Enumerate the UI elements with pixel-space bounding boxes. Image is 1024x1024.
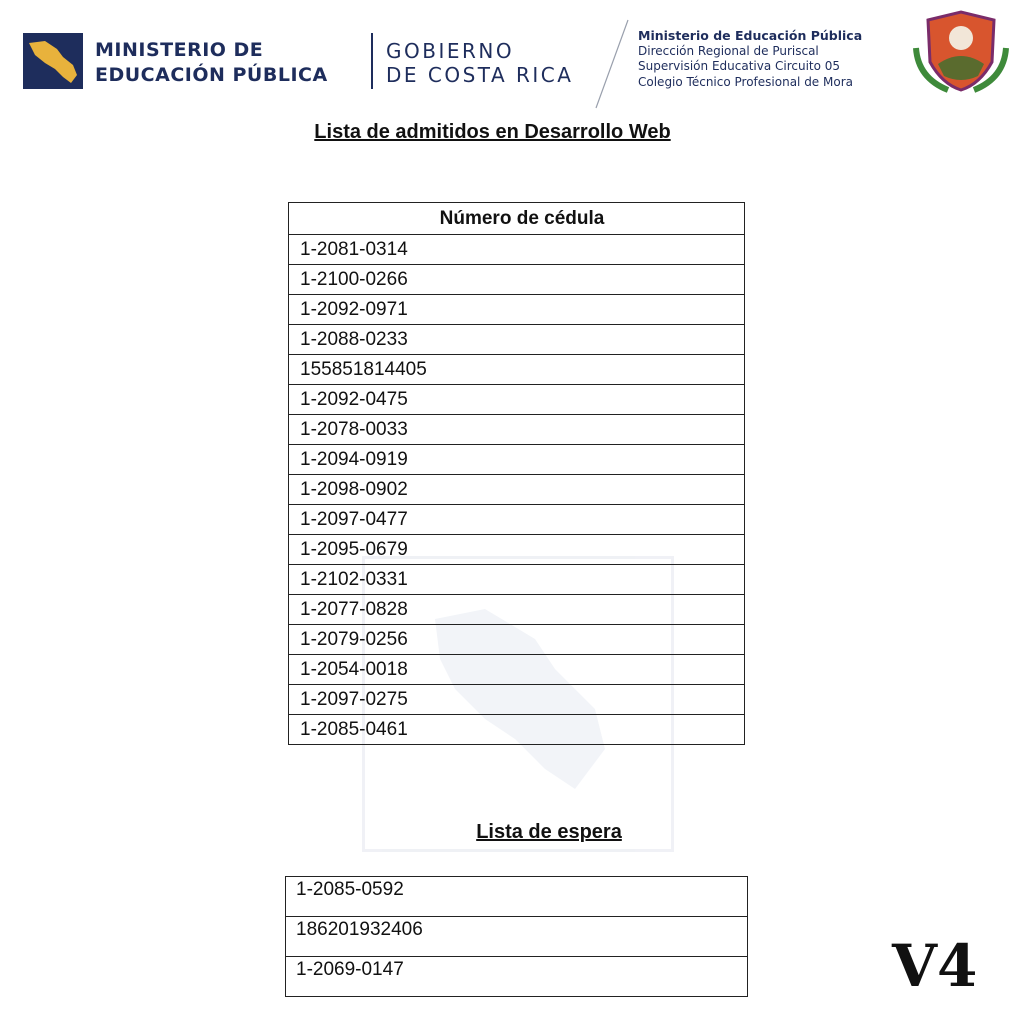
header-divider xyxy=(371,33,373,89)
ministry-line-2: EDUCACIÓN PÚBLICA xyxy=(95,64,328,86)
cedula-cell: 1-2079-0256 xyxy=(289,625,745,655)
cedula-cell: 1-2098-0902 xyxy=(289,475,745,505)
page-title: Lista de admitidos en Desarrollo Web xyxy=(314,121,671,143)
cedula-cell: 1-2081-0314 xyxy=(289,235,745,265)
table-row xyxy=(289,505,745,535)
column-header-cedula: Número de cédula xyxy=(289,203,745,235)
table-row xyxy=(289,235,745,265)
cedula-cell: 1-2092-0971 xyxy=(289,295,745,325)
waiting-list-title: Lista de espera xyxy=(476,821,622,843)
costa-rica-map-logo xyxy=(23,33,83,89)
government-logo-text xyxy=(386,39,573,87)
table-header-row xyxy=(289,203,745,235)
cedula-cell: 1-2069-0147 xyxy=(286,957,748,997)
table-row xyxy=(289,565,745,595)
admitted-table xyxy=(288,202,745,745)
table-row xyxy=(289,625,745,655)
table-row xyxy=(289,415,745,445)
cedula-cell: 1-2097-0477 xyxy=(289,505,745,535)
cedula-cell: 1-2102-0331 xyxy=(289,565,745,595)
cedula-cell: 1-2095-0679 xyxy=(289,535,745,565)
table-row xyxy=(289,265,745,295)
cedula-cell: 1-2097-0275 xyxy=(289,685,745,715)
version-label: V4 xyxy=(892,932,978,1000)
table-row xyxy=(289,595,745,625)
table-row xyxy=(289,295,745,325)
cedula-cell: 1-2085-0461 xyxy=(289,715,745,745)
table-row xyxy=(289,655,745,685)
table-row xyxy=(289,385,745,415)
table-row xyxy=(289,715,745,745)
table-row xyxy=(286,917,748,957)
table-row xyxy=(289,475,745,505)
government-line-1: GOBIERNO xyxy=(386,39,515,63)
ministry-line-1: MINISTERIO DE xyxy=(95,39,264,61)
table-row xyxy=(289,535,745,565)
cedula-cell: 186201932406 xyxy=(286,917,748,957)
info-line-3: Supervisión Educativa Circuito 05 xyxy=(638,59,841,73)
cedula-cell: 1-2085-0592 xyxy=(286,877,748,917)
table-row xyxy=(286,877,748,917)
table-row xyxy=(289,685,745,715)
info-line-4: Colegio Técnico Profesional de Mora xyxy=(638,74,853,89)
header-slash-divider xyxy=(592,18,632,110)
cedula-cell: 1-2094-0919 xyxy=(289,445,745,475)
cedula-cell: 1-2100-0266 xyxy=(289,265,745,295)
cedula-cell: 1-2088-0233 xyxy=(289,325,745,355)
table-row xyxy=(289,445,745,475)
school-crest-logo xyxy=(908,8,1014,94)
cedula-cell: 1-2054-0018 xyxy=(289,655,745,685)
cedula-cell: 1-2078-0033 xyxy=(289,415,745,445)
table-row xyxy=(289,355,745,385)
cedula-cell: 1-2092-0475 xyxy=(289,385,745,415)
info-line-1: Ministerio de Educación Pública xyxy=(638,28,863,43)
table-row xyxy=(286,957,748,997)
table-row xyxy=(289,325,745,355)
waiting-list-table xyxy=(285,876,748,997)
ministry-logo-text xyxy=(95,38,328,88)
ministry-info-block xyxy=(638,28,862,90)
cedula-cell: 155851814405 xyxy=(289,355,745,385)
info-line-2: Dirección Regional de Puriscal xyxy=(638,43,819,58)
government-line-2: DE COSTA RICA xyxy=(386,63,574,87)
cedula-cell: 1-2077-0828 xyxy=(289,595,745,625)
